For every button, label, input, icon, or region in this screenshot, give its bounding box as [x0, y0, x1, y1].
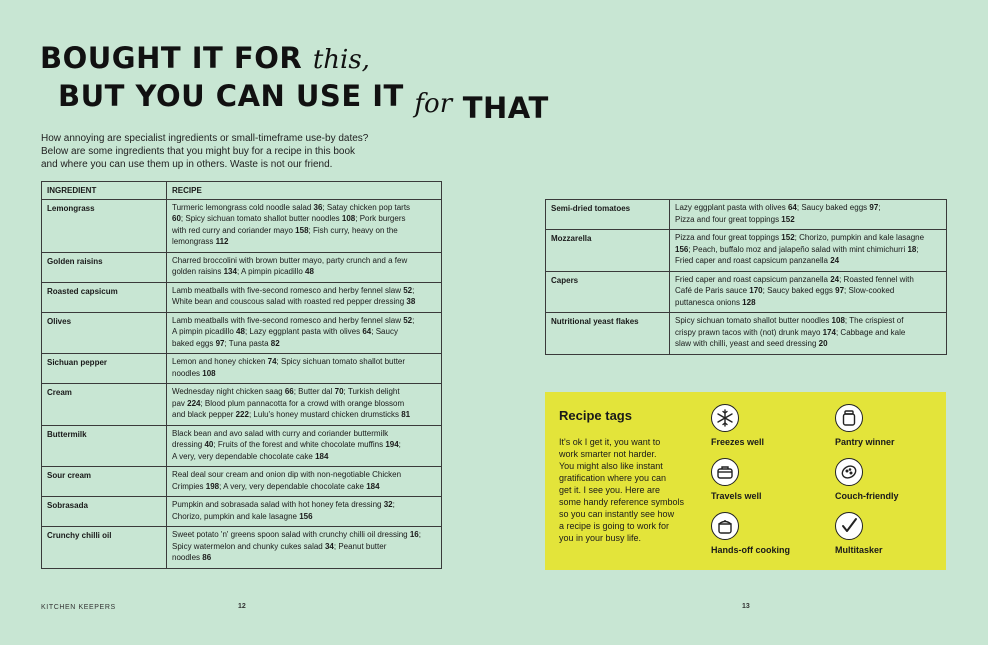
recipe-list	[670, 200, 947, 230]
recipe-line: pav 224; Blood plum pannacotta for a crowd with orange blossom	[172, 398, 405, 408]
page-number-left: 12	[238, 603, 246, 610]
ingredients-table-left	[41, 181, 442, 569]
page-number: 36	[313, 202, 323, 212]
page-number: 16	[409, 530, 419, 539]
page-number: 52	[403, 315, 413, 325]
ingredient-name: Sichuan pepper	[42, 354, 167, 384]
page-number: 74	[267, 357, 277, 366]
intro-line: and where you can use them up in others. Waste is not our friend.	[41, 159, 333, 170]
description-line: so you can instantly see how	[559, 509, 675, 519]
ingredient-name: Mozzarella	[546, 230, 670, 272]
lunchbox-icon	[711, 458, 739, 486]
potato-icon	[835, 458, 863, 486]
recipe-line: A very, very dependable chocolate cake 184	[172, 451, 329, 461]
ingredient-name: Sour cream	[42, 467, 167, 497]
recipe-tags-description	[559, 436, 699, 544]
page-number: 108	[341, 214, 356, 223]
page-number: 60	[172, 214, 181, 223]
page-number: 184	[366, 481, 380, 491]
description-line: you in your busy life.	[559, 533, 642, 543]
page-number: 48	[305, 267, 314, 276]
page-number: 86	[202, 553, 212, 562]
ingredient-name: Lemongrass	[42, 199, 167, 252]
recipe-list	[670, 313, 947, 355]
page-number: 24	[830, 256, 840, 265]
recipe-line: baked eggs 97; Tuna pasta 82	[172, 338, 280, 348]
recipe-line: Fried caper and roast capsicum panzanella 24	[675, 256, 840, 265]
recipe-line: Pizza and four great toppings 152; Chorizo, pumpkin and kale lasagne	[675, 233, 925, 242]
ingredients-table-right	[545, 199, 947, 355]
table-row	[546, 230, 947, 272]
recipe-line: Charred broccolini with brown butter mayo, party crunch and a few	[172, 255, 408, 265]
page-number: 184	[315, 451, 329, 461]
recipe-line: 60; Spicy sichuan tomato shallot butter noodles 108; Pork burgers	[172, 214, 406, 223]
recipe-list	[167, 282, 442, 312]
table-row	[42, 282, 442, 312]
recipe-line: Fried caper and roast capsicum panzanella 24; Roasted fennel with	[675, 274, 914, 284]
page-number: 64	[787, 203, 797, 212]
title-line-1: BOUGHT IT FOR this,	[40, 41, 370, 75]
table-row	[42, 199, 442, 252]
table-row	[546, 313, 947, 355]
page-number: 20	[818, 339, 828, 348]
page-number: 64	[362, 327, 372, 336]
page-number: 174	[822, 327, 836, 337]
recipe-line: Lemon and honey chicken 74; Spicy sichuan tomato shallot butter	[172, 357, 406, 366]
recipe-list	[670, 230, 947, 272]
recipe-line: 156; Peach, buffalo moz and jalapeño salad with mint chimichurri 18;	[675, 244, 919, 254]
table-row	[42, 425, 442, 467]
recipe-line: White bean and couscous salad with roasted red pepper dressing 38	[172, 297, 416, 306]
table-row	[42, 252, 442, 282]
recipe-line: Black bean and avo salad with curry and coriander buttermilk	[172, 428, 389, 438]
table-row	[546, 271, 947, 313]
snowflake-icon	[711, 404, 739, 432]
tag-hands-off-cooking: Hands-off cooking	[711, 512, 821, 562]
page-number: 158	[295, 225, 309, 235]
ingredient-name: Golden raisins	[42, 252, 167, 282]
page-number: 108	[202, 368, 216, 378]
description-line: a recipe is going to work for	[559, 521, 670, 531]
page-number: 52	[403, 285, 413, 295]
recipe-list	[167, 312, 442, 354]
recipe-line: Sweet potato 'n' greens spoon salad with crunchy chilli oil dressing 16;	[172, 530, 421, 539]
table-row	[42, 467, 442, 497]
tag-couch-friendly: Couch-friendly	[835, 458, 945, 508]
table-row	[42, 497, 442, 527]
page-number: 170	[749, 286, 763, 295]
recipe-line: A pimpin picadillo 48; Lazy eggplant pasta with olives 64; Saucy	[172, 327, 398, 336]
page-number-right: 13	[742, 603, 750, 610]
table-row	[42, 312, 442, 354]
check-icon	[835, 512, 863, 540]
page-number: 156	[299, 511, 313, 521]
tag-multitasker: Multitasker	[835, 512, 945, 562]
page-number: 97	[215, 338, 225, 348]
section-footer: KITCHEN KEEPERS	[41, 604, 116, 611]
page-number: 224	[187, 398, 201, 408]
ingredient-name: Crunchy chilli oil	[42, 527, 167, 569]
page-number: 70	[334, 387, 344, 396]
ingredient-name: Sobrasada	[42, 497, 167, 527]
page-number: 24	[830, 274, 840, 284]
description-line: some handy reference symbols	[559, 497, 685, 507]
description-line: work smarter not harder.	[559, 449, 657, 459]
recipe-column-header: RECIPE	[167, 182, 442, 200]
page-number: 66	[284, 387, 294, 396]
ingredient-name: Olives	[42, 312, 167, 354]
page-number: 152	[781, 233, 795, 242]
page-number: 112	[215, 237, 229, 246]
page-number: 134	[223, 267, 237, 276]
recipe-line: Café de Paris sauce 170; Saucy baked eggs 97; Slow-cooked	[675, 286, 895, 295]
page-number: 38	[406, 297, 416, 306]
page-number: 34	[324, 541, 334, 551]
recipe-line: and black pepper 222; Lulu's honey mustard chicken drumsticks 81	[172, 410, 411, 419]
page-number: 81	[401, 410, 411, 419]
tag-pantry-winner: Pantry winner	[835, 404, 945, 454]
recipe-line: Pumpkin and sobrasada salad with hot honey feta dressing 32;	[172, 500, 395, 509]
recipe-line: noodles 86	[172, 553, 212, 562]
recipe-list	[167, 384, 442, 426]
recipe-line: Pizza and four great toppings 152	[675, 214, 795, 224]
page-number: 97	[869, 203, 879, 212]
jar-icon	[835, 404, 863, 432]
page-number: 97	[835, 286, 845, 295]
pot-icon	[711, 512, 739, 540]
recipe-line: Turmeric lemongrass cold noodle salad 36; Satay chicken pop tarts	[172, 202, 411, 212]
page-number: 194	[385, 440, 399, 449]
recipe-line: Spicy sichuan tomato shallot butter noodles 108; The crispiest of	[675, 316, 904, 325]
description-line: It's ok I get it, you want to	[559, 437, 661, 447]
page-title	[40, 40, 549, 125]
recipe-list	[167, 467, 442, 497]
page-number: 198	[205, 481, 220, 491]
recipe-line: golden raisins 134; A pimpin picadillo 48	[172, 267, 314, 276]
ingredient-name: Buttermilk	[42, 425, 167, 467]
recipe-line: Crimpies 198; A very, very dependable chocolate cake 184	[172, 481, 380, 491]
recipe-line: noodles 108	[172, 368, 216, 378]
page-number: 48	[236, 327, 245, 336]
page-number: 128	[742, 297, 756, 307]
recipe-line: dressing 40; Fruits of the forest and white chocolate muffins 194;	[172, 440, 401, 449]
recipe-tags-box	[545, 392, 946, 570]
page-number: 222	[235, 410, 249, 419]
table-header-row	[42, 182, 442, 200]
ingredient-name: Capers	[546, 271, 670, 313]
recipe-line: Chorizo, pumpkin and kale lasagne 156	[172, 511, 313, 521]
ingredient-column-header: INGREDIENT	[42, 182, 167, 200]
recipe-line: Lamb meatballs with five-second romesco and herby fennel slaw 52;	[172, 285, 415, 295]
recipe-list	[670, 271, 947, 313]
recipe-line: lemongrass 112	[172, 237, 229, 246]
table-row	[42, 354, 442, 384]
recipe-list	[167, 497, 442, 527]
recipe-list	[167, 527, 442, 569]
tag-travels-well: Travels well	[711, 458, 821, 508]
table-row	[42, 384, 442, 426]
ingredient-name: Cream	[42, 384, 167, 426]
page-number: 108	[831, 316, 845, 325]
ingredient-name: Roasted capsicum	[42, 282, 167, 312]
recipe-line: Real deal sour cream and onion dip with non-negotiable Chicken	[172, 470, 402, 479]
title-line-2: BUT YOU CAN USE IT for THAT	[58, 79, 549, 125]
recipe-line: slaw with chilli, yeast and seed dressing 20	[675, 339, 828, 348]
recipe-line: Lazy eggplant pasta with olives 64; Saucy baked eggs 97;	[675, 203, 881, 212]
recipe-list	[167, 425, 442, 467]
description-line: get it. I see you. Here are	[559, 485, 661, 495]
page-number: 156	[675, 244, 689, 254]
recipe-line: Lamb meatballs with five-second romesco and herby fennel slaw 52;	[172, 315, 415, 325]
recipe-list	[167, 199, 442, 252]
recipe-list	[167, 252, 442, 282]
ingredient-name: Semi-dried tomatoes	[546, 200, 670, 230]
recipe-line: with red curry and coriander mayo 158; Fish curry, heavy on the	[172, 225, 398, 235]
ingredient-name: Nutritional yeast flakes	[546, 313, 670, 355]
recipe-line: Wednesday night chicken saag 66; Butter dal 70; Turkish delight	[172, 387, 400, 396]
page-number: 82	[270, 338, 280, 348]
description-line: You might also like instant	[559, 461, 663, 471]
page-number: 18	[907, 244, 917, 254]
table-row	[42, 527, 442, 569]
recipe-line: puttanesca onions 128	[675, 297, 756, 307]
recipe-list	[167, 354, 442, 384]
recipe-line: Spicy watermelon and chunky cukes salad 34; Peanut butter	[172, 541, 387, 551]
recipe-line: crispy prawn tacos with (not) drunk mayo 174; Cabbage and kale	[675, 327, 906, 337]
tag-freezes-well: Freezes well	[711, 404, 821, 454]
recipe-tags-heading: Recipe tags	[559, 408, 632, 423]
description-line: gratification where you can	[559, 473, 667, 483]
intro-line: How annoying are specialist ingredients or small-timeframe use-by dates?	[41, 133, 369, 144]
intro-line: Below are some ingredients that you might buy for a recipe in this book	[41, 146, 356, 157]
page-number: 40	[204, 440, 214, 449]
page-number: 152	[781, 214, 795, 224]
page-number: 32	[383, 500, 393, 509]
intro-text	[41, 132, 371, 171]
table-row	[546, 200, 947, 230]
